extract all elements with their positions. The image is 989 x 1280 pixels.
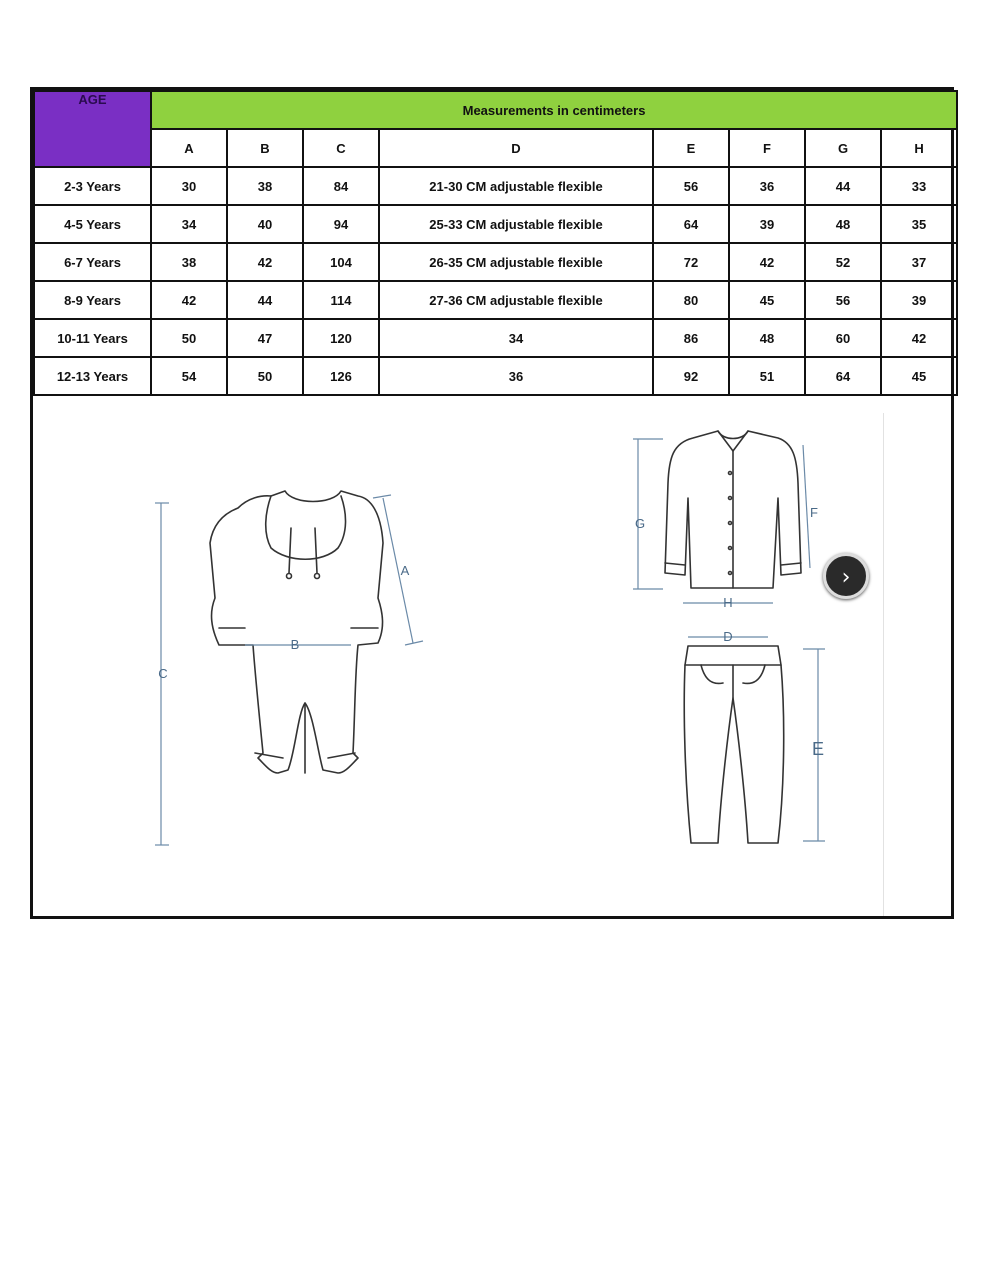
- garment-diagram: [33, 413, 951, 916]
- measurements-header: Measurements in centimeters: [151, 91, 957, 129]
- value-cell: 42: [151, 281, 227, 319]
- column-header-row: [34, 129, 957, 167]
- value-cell: 30: [151, 167, 227, 205]
- age-cell: 2-3 Years: [34, 167, 151, 205]
- column-header: B: [227, 129, 303, 167]
- value-cell: 45: [881, 357, 957, 395]
- trousers-drawing: [684, 646, 783, 843]
- dimension-label-a: A: [400, 563, 410, 578]
- value-cell: 39: [881, 281, 957, 319]
- value-cell: 48: [729, 319, 805, 357]
- table-row: [34, 281, 957, 319]
- table-row: [34, 205, 957, 243]
- jumpsuit-drawing: [210, 491, 383, 773]
- value-cell: 40: [227, 205, 303, 243]
- value-cell: 39: [729, 205, 805, 243]
- value-cell: 56: [653, 167, 729, 205]
- age-cell: 8-9 Years: [34, 281, 151, 319]
- size-table: [33, 90, 958, 396]
- table-row: [34, 243, 957, 281]
- column-header: E: [653, 129, 729, 167]
- column-header: C: [303, 129, 379, 167]
- value-cell: 51: [729, 357, 805, 395]
- value-cell: 56: [805, 281, 881, 319]
- value-cell: 38: [151, 243, 227, 281]
- value-cell: 120: [303, 319, 379, 357]
- value-cell: 42: [227, 243, 303, 281]
- table-row: [34, 319, 957, 357]
- value-cell: 34: [151, 205, 227, 243]
- value-cell: 34: [379, 319, 653, 357]
- dimension-label-c: C: [158, 666, 168, 681]
- column-header: G: [805, 129, 881, 167]
- garment-illustration: [33, 413, 951, 916]
- dimension-label-f: F: [810, 505, 818, 520]
- value-cell: 47: [227, 319, 303, 357]
- dimension-label-b: B: [290, 637, 300, 652]
- value-cell: 94: [303, 205, 379, 243]
- age-header: AGE: [34, 91, 151, 167]
- value-cell: 126: [303, 357, 379, 395]
- value-cell: 25-33 CM adjustable flexible: [379, 205, 653, 243]
- value-cell: 35: [881, 205, 957, 243]
- chevron-right-icon[interactable]: ›: [823, 553, 869, 599]
- value-cell: 60: [805, 319, 881, 357]
- age-cell: 4-5 Years: [34, 205, 151, 243]
- value-cell: 52: [805, 243, 881, 281]
- value-cell: 42: [881, 319, 957, 357]
- shirt-drawing: [665, 431, 801, 588]
- value-cell: 104: [303, 243, 379, 281]
- size-chart: [30, 87, 954, 919]
- column-header: F: [729, 129, 805, 167]
- value-cell: 86: [653, 319, 729, 357]
- value-cell: 50: [227, 357, 303, 395]
- age-cell: 12-13 Years: [34, 357, 151, 395]
- value-cell: 92: [653, 357, 729, 395]
- value-cell: 50: [151, 319, 227, 357]
- column-header: H: [881, 129, 957, 167]
- value-cell: 21-30 CM adjustable flexible: [379, 167, 653, 205]
- value-cell: 37: [881, 243, 957, 281]
- column-header: A: [151, 129, 227, 167]
- value-cell: 36: [729, 167, 805, 205]
- value-cell: 44: [227, 281, 303, 319]
- table-row: [34, 357, 957, 395]
- value-cell: 27-36 CM adjustable flexible: [379, 281, 653, 319]
- value-cell: 33: [881, 167, 957, 205]
- dimension-label-e: E: [811, 739, 825, 759]
- dimension-label-g: G: [634, 516, 646, 531]
- dimension-label-h: H: [723, 595, 733, 610]
- dimension-label-d: D: [723, 629, 733, 644]
- value-cell: 38: [227, 167, 303, 205]
- value-cell: 48: [805, 205, 881, 243]
- value-cell: 44: [805, 167, 881, 205]
- value-cell: 64: [805, 357, 881, 395]
- value-cell: 26-35 CM adjustable flexible: [379, 243, 653, 281]
- age-cell: 6-7 Years: [34, 243, 151, 281]
- value-cell: 114: [303, 281, 379, 319]
- age-cell: 10-11 Years: [34, 319, 151, 357]
- value-cell: 42: [729, 243, 805, 281]
- value-cell: 54: [151, 357, 227, 395]
- value-cell: 64: [653, 205, 729, 243]
- value-cell: 45: [729, 281, 805, 319]
- value-cell: 72: [653, 243, 729, 281]
- value-cell: 84: [303, 167, 379, 205]
- value-cell: 80: [653, 281, 729, 319]
- value-cell: 36: [379, 357, 653, 395]
- column-header: D: [379, 129, 653, 167]
- table-row: [34, 167, 957, 205]
